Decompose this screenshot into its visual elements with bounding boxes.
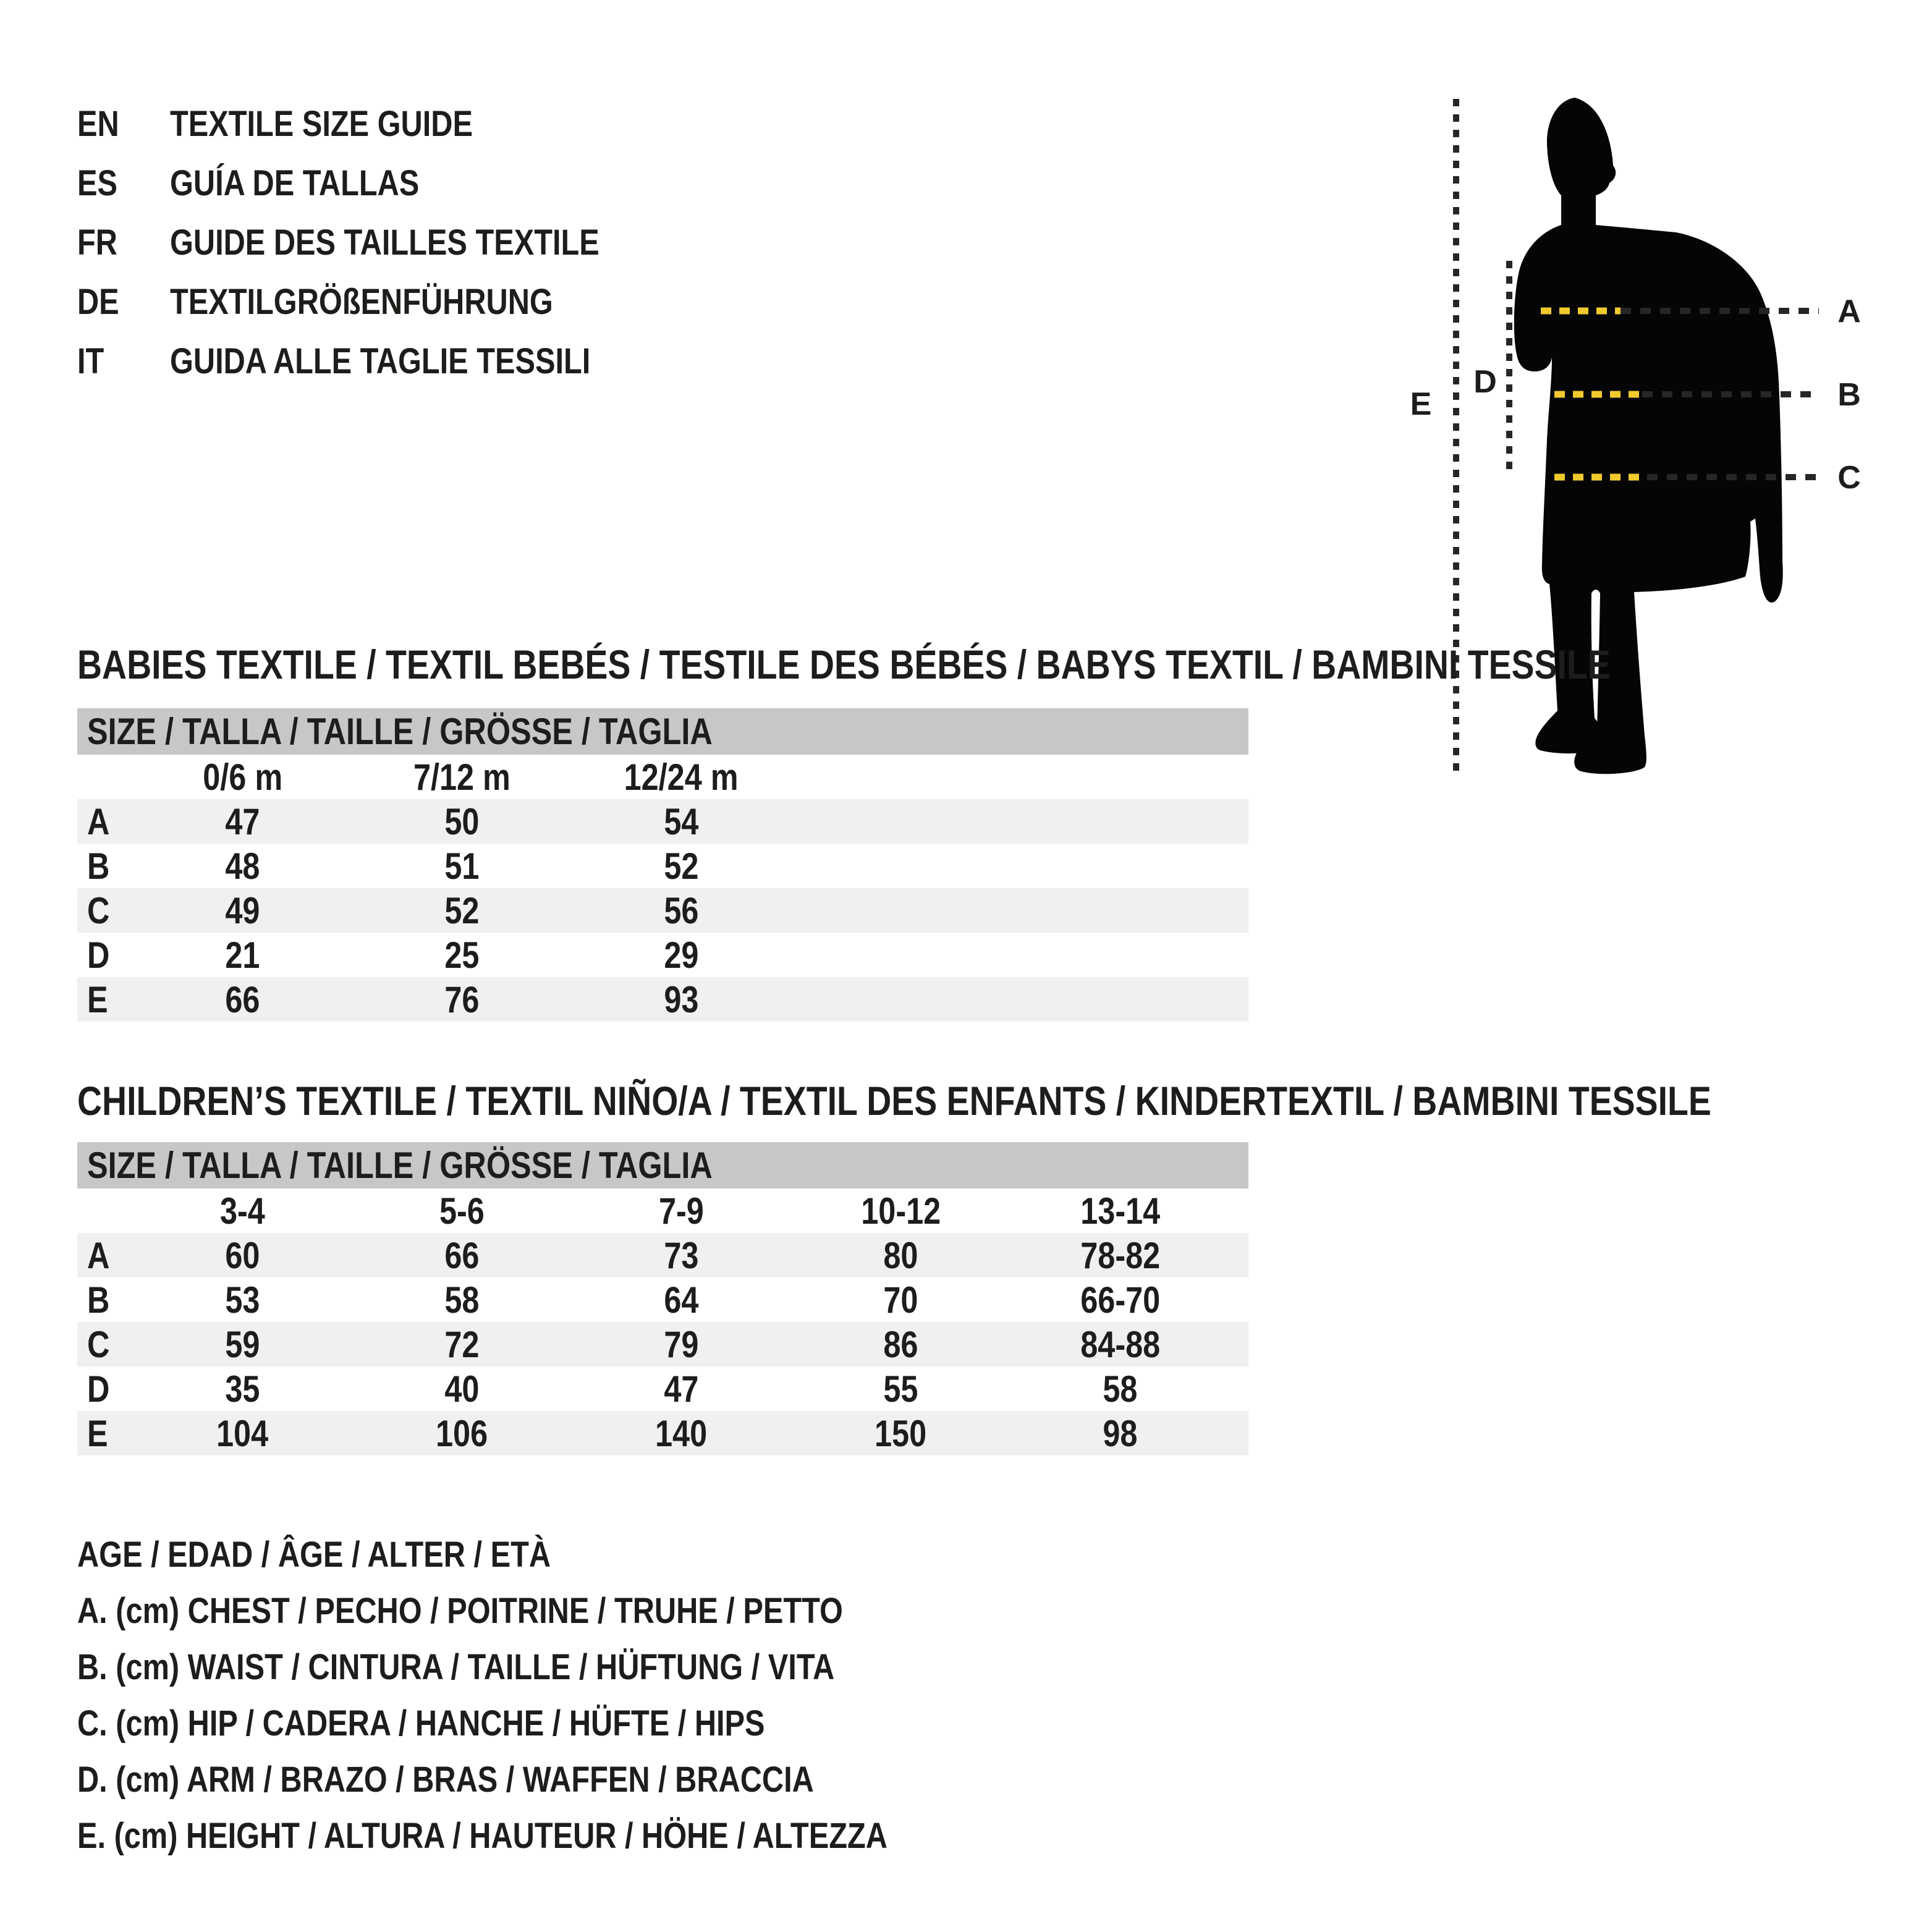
cell-value: 47 bbox=[225, 800, 260, 842]
header-row-en bbox=[77, 94, 681, 153]
cell-value: 140 bbox=[655, 1412, 708, 1454]
legend-arm bbox=[77, 1752, 1042, 1808]
cell-value: 104 bbox=[216, 1412, 269, 1454]
children-row-e bbox=[77, 1411, 1248, 1455]
children-heading-text: CHILDREN’S TEXTILE / TEXTIL NIÑO/A / TEXTIL DES ENFANTS / KINDERTEXTIL / BAMBINI TESSILE bbox=[77, 1078, 1711, 1124]
babies-row-c bbox=[77, 888, 1248, 933]
babies-section-heading bbox=[77, 644, 1902, 685]
row-label: E bbox=[87, 978, 108, 1020]
cell-value: 66 bbox=[444, 1234, 480, 1276]
header-row-de bbox=[77, 272, 681, 331]
cell-value: 106 bbox=[436, 1412, 488, 1454]
lang-code-it: IT bbox=[77, 341, 104, 381]
cell-value: 54 bbox=[664, 800, 699, 842]
cell-value: 29 bbox=[664, 934, 699, 976]
title-it: GUIDA ALLE TAGLIE TESSILI bbox=[170, 341, 591, 381]
cell-value: 73 bbox=[664, 1234, 699, 1276]
babies-row-a bbox=[77, 799, 1248, 844]
title-es: GUÍA DE TALLAS bbox=[170, 163, 420, 203]
legend-chest-text: A. (cm) CHEST / PECHO / POITRINE / TRUHE / PETTO bbox=[77, 1591, 843, 1631]
cell-value: 52 bbox=[444, 889, 480, 931]
children-column-header-row bbox=[77, 1188, 1248, 1233]
cell-value: 80 bbox=[883, 1234, 918, 1276]
babies-column-header-row bbox=[77, 755, 1248, 799]
legend-hip bbox=[77, 1695, 1042, 1752]
cell-value: 49 bbox=[225, 889, 260, 931]
cell-value: 70 bbox=[883, 1279, 918, 1321]
children-row-b bbox=[77, 1277, 1248, 1322]
babies-row-b bbox=[77, 844, 1248, 888]
header-row-it bbox=[77, 331, 681, 391]
babies-heading-text: BABIES TEXTILE / TEXTIL BEBÉS / TESTILE DES BÉBÉS / BABYS TEXTIL / BAMBINI TESSILE bbox=[77, 642, 1611, 687]
cell-value: 48 bbox=[225, 845, 260, 887]
legend-hip-text: C. (cm) HIP / CADERA / HANCHE / HÜFTE / HIPS bbox=[77, 1703, 765, 1743]
lang-code-en: EN bbox=[77, 103, 119, 144]
language-header bbox=[77, 94, 681, 391]
cell-value: 55 bbox=[883, 1368, 918, 1410]
children-size-header-bar bbox=[77, 1142, 1248, 1188]
babies-size-table bbox=[77, 708, 1248, 1022]
cell-value: 93 bbox=[664, 978, 699, 1020]
label-e: E bbox=[1410, 386, 1432, 422]
legend-arm-text: D. (cm) ARM / BRAZO / BRAS / WAFFEN / BRACCIA bbox=[77, 1760, 814, 1800]
title-fr: GUIDE DES TAILLES TEXTILE bbox=[170, 222, 600, 263]
row-label: D bbox=[87, 1368, 110, 1410]
header-row-fr bbox=[77, 213, 681, 272]
row-label: B bbox=[87, 845, 110, 887]
children-col-13-14: 13-14 bbox=[1080, 1190, 1160, 1232]
title-de: TEXTILGRÖßENFÜHRUNG bbox=[170, 281, 553, 322]
label-b: B bbox=[1837, 377, 1861, 413]
cell-value: 72 bbox=[444, 1323, 480, 1365]
children-row-c bbox=[77, 1322, 1248, 1366]
cell-value: 58 bbox=[444, 1279, 480, 1321]
cell-value: 40 bbox=[444, 1368, 480, 1410]
children-col-3-4: 3-4 bbox=[220, 1190, 265, 1232]
legend-waist bbox=[77, 1639, 1042, 1695]
cell-value: 76 bbox=[444, 978, 480, 1020]
children-row-a bbox=[77, 1233, 1248, 1277]
row-label: A bbox=[87, 1234, 110, 1276]
children-section-heading bbox=[77, 1078, 1932, 1124]
cell-value: 52 bbox=[664, 845, 699, 887]
cell-value: 35 bbox=[225, 1368, 260, 1410]
cell-value: 79 bbox=[664, 1323, 699, 1365]
cell-value: 25 bbox=[444, 934, 480, 976]
label-c: C bbox=[1837, 460, 1861, 496]
cell-value: 78-82 bbox=[1080, 1234, 1160, 1276]
row-label: B bbox=[87, 1279, 110, 1321]
babies-col-12-24m: 12/24 m bbox=[624, 756, 739, 798]
babies-col-0-6m: 0/6 m bbox=[203, 756, 282, 798]
row-label: C bbox=[87, 1323, 110, 1365]
children-size-table bbox=[77, 1142, 1248, 1455]
babies-col-7-12m: 7/12 m bbox=[413, 756, 511, 798]
cell-value: 21 bbox=[225, 934, 260, 976]
row-label: E bbox=[87, 1412, 108, 1454]
measurement-legend bbox=[77, 1527, 1042, 1864]
cell-value: 58 bbox=[1103, 1368, 1138, 1410]
cell-value: 66-70 bbox=[1080, 1279, 1160, 1321]
legend-waist-text: B. (cm) WAIST / CINTURA / TAILLE / HÜFTUNG / VITA bbox=[77, 1647, 835, 1687]
cell-value: 84-88 bbox=[1080, 1323, 1160, 1365]
babies-size-header-bar bbox=[77, 708, 1248, 755]
lang-code-es: ES bbox=[77, 163, 117, 203]
row-label: C bbox=[87, 889, 110, 931]
row-label: A bbox=[87, 800, 110, 842]
cell-value: 64 bbox=[664, 1279, 699, 1321]
cell-value: 56 bbox=[664, 889, 699, 931]
cell-value: 47 bbox=[664, 1368, 699, 1410]
title-en: TEXTILE SIZE GUIDE bbox=[170, 103, 473, 144]
legend-height bbox=[77, 1808, 1042, 1864]
cell-value: 51 bbox=[444, 845, 480, 887]
header-row-es bbox=[77, 153, 681, 213]
children-row-d bbox=[77, 1366, 1248, 1411]
label-d: D bbox=[1473, 364, 1497, 400]
label-a: A bbox=[1837, 294, 1861, 329]
legend-age bbox=[77, 1527, 1042, 1583]
cell-value: 66 bbox=[225, 978, 260, 1020]
babies-row-d bbox=[77, 933, 1248, 977]
row-label: D bbox=[87, 934, 110, 976]
cell-value: 60 bbox=[225, 1234, 260, 1276]
lang-code-fr: FR bbox=[77, 222, 117, 263]
cell-value: 98 bbox=[1103, 1412, 1138, 1454]
cell-value: 53 bbox=[225, 1279, 260, 1321]
children-col-10-12: 10-12 bbox=[861, 1190, 941, 1232]
legend-chest bbox=[77, 1583, 1042, 1639]
babies-row-e bbox=[77, 977, 1248, 1022]
babies-size-header-text: SIZE / TALLA / TAILLE / GRÖSSE / TAGLIA bbox=[87, 711, 713, 752]
children-col-5-6: 5-6 bbox=[439, 1190, 485, 1232]
children-size-header-text: SIZE / TALLA / TAILLE / GRÖSSE / TAGLIA bbox=[87, 1145, 713, 1186]
legend-age-text: AGE / EDAD / ÂGE / ALTER / ETÀ bbox=[77, 1535, 551, 1575]
cell-value: 150 bbox=[875, 1412, 927, 1454]
children-col-7-9: 7-9 bbox=[659, 1190, 704, 1232]
legend-height-text: E. (cm) HEIGHT / ALTURA / HAUTEUR / HÖHE / ALTEZZA bbox=[77, 1816, 888, 1856]
cell-value: 86 bbox=[883, 1323, 918, 1365]
lang-code-de: DE bbox=[77, 281, 119, 322]
cell-value: 59 bbox=[225, 1323, 260, 1365]
cell-value: 50 bbox=[444, 800, 480, 842]
